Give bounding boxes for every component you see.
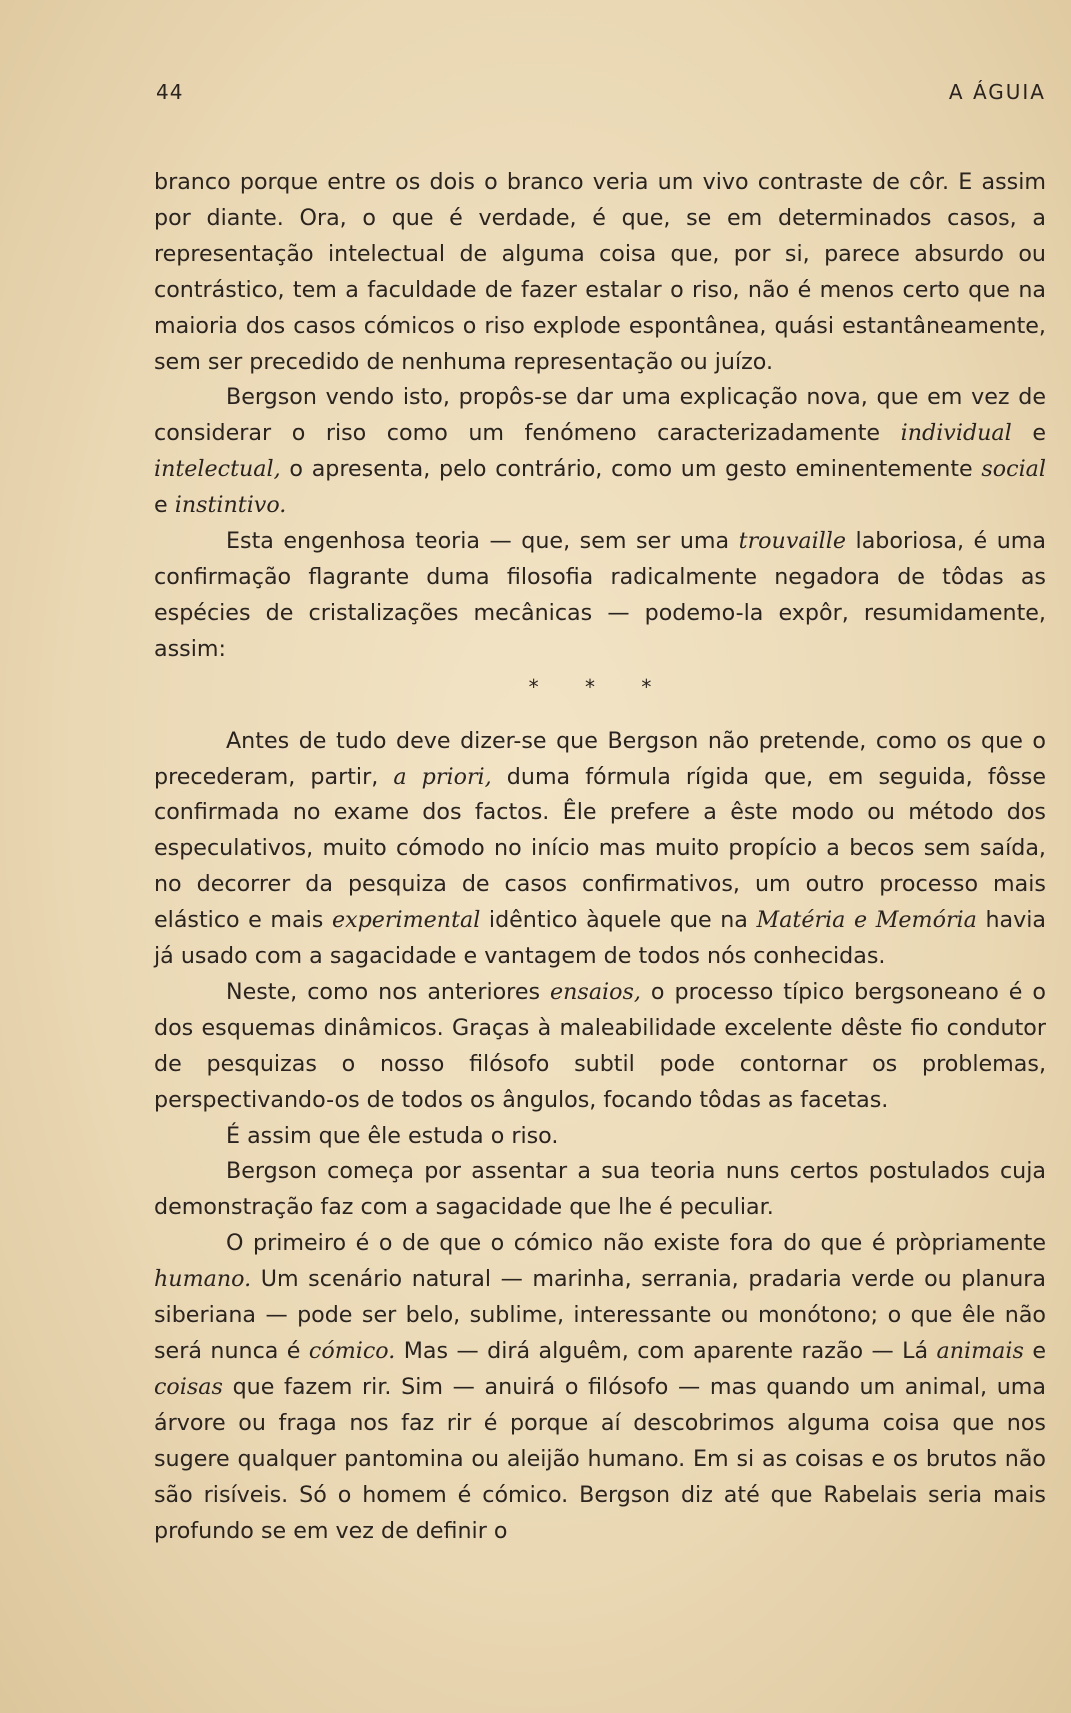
page-number: 44 [156, 80, 184, 104]
paragraph: Bergson vendo isto, propôs-se dar uma explicação nova, que em vez de considerar o riso como um fenómeno caracterizadamente individual e intelectual, o apresenta, pelo contrário, como um gesto eminentemente social e instintivo. [154, 384, 1046, 519]
running-title: A ÁGUIA [948, 80, 1046, 104]
paragraph: Neste, como nos anteriores ensaios, o processo típico bergsoneano é o dos esquemas dinâmicos. Graças à maleabilidade excelente dêste fio condutor de pesquizas o nosso filósofo subtil pode contornar os problemas, perspectivando-os de todos os ângulos, focando tôdas as facetas. [154, 978, 1046, 1113]
paragraph: Bergson começa por assentar a sua teoria nuns certos postulados cuja demonstração faz com a sagacidade que lhe é peculiar. [154, 1158, 1046, 1221]
paragraph: branco porque entre os dois o branco veria um vivo contraste de côr. E assim por diante. Ora, o que é verdade, é que, se em determinados casos, a representação intelectual de alguma coisa que, por si, parece absurdo ou contrástico, tem a faculdade de fazer estalar o riso, não é menos certo que na maioria dos casos cómicos o riso explode espontânea, quási estantâneamente, sem ser precedido de nenhuma representação ou juízo. [154, 169, 1046, 375]
paragraph: Esta engenhosa teoria — que, sem ser uma trouvaille laboriosa, é uma confirmação flagrante duma filosofia radicalmente negadora de tôdas as espécies de cristalizações mecânicas — podemo-la expôr, resumidamente, assim: [154, 528, 1047, 662]
paragraph: Antes de tudo deve dizer-se que Bergson não pretende, como os que o precederam, partir, a priori, duma fórmula rígida que, em seguida, fôsse confirmada no exame dos factos. Êle prefere a êste modo ou método dos especulativos, muito cómodo no início mas muito propício a becos sem saída, no decorrer da pesquiza de casos confirmativos, um outro processo mais elástico e mais experimental idêntico àquele que na Matéria e Memória havia já usado com a sagacidade e vantagem de todos nós conhecidas. [154, 727, 1047, 970]
body-text [154, 165, 1046, 1549]
paragraph: O primeiro é o de que o cómico não existe fora do que é pròpriamente humano. Um scenário natural — marinha, serrania, pradaria verde ou planura siberiana — pode ser belo, sublime, interessante ou monótono; o que êle não será nunca é cómico. Mas — dirá alguêm, com aparente razão — Lá animais e coisas que fazem rir. Sim — anuirá o filósofo — mas quando um animal, uma árvore ou fraga nos faz rir é porque aí descobrimos alguma coisa que nos sugere qualquer pantomina ou aleijão humano. Em si as coisas e os brutos não são risíveis. Só o homem é cómico. Bergson diz até que Rabelais seria mais profundo se em vez de definir o [154, 1230, 1046, 1544]
section-separator: * * * [528, 674, 672, 699]
running-header [156, 80, 1046, 110]
paragraph: É assim que êle estuda o riso. [226, 1122, 559, 1149]
